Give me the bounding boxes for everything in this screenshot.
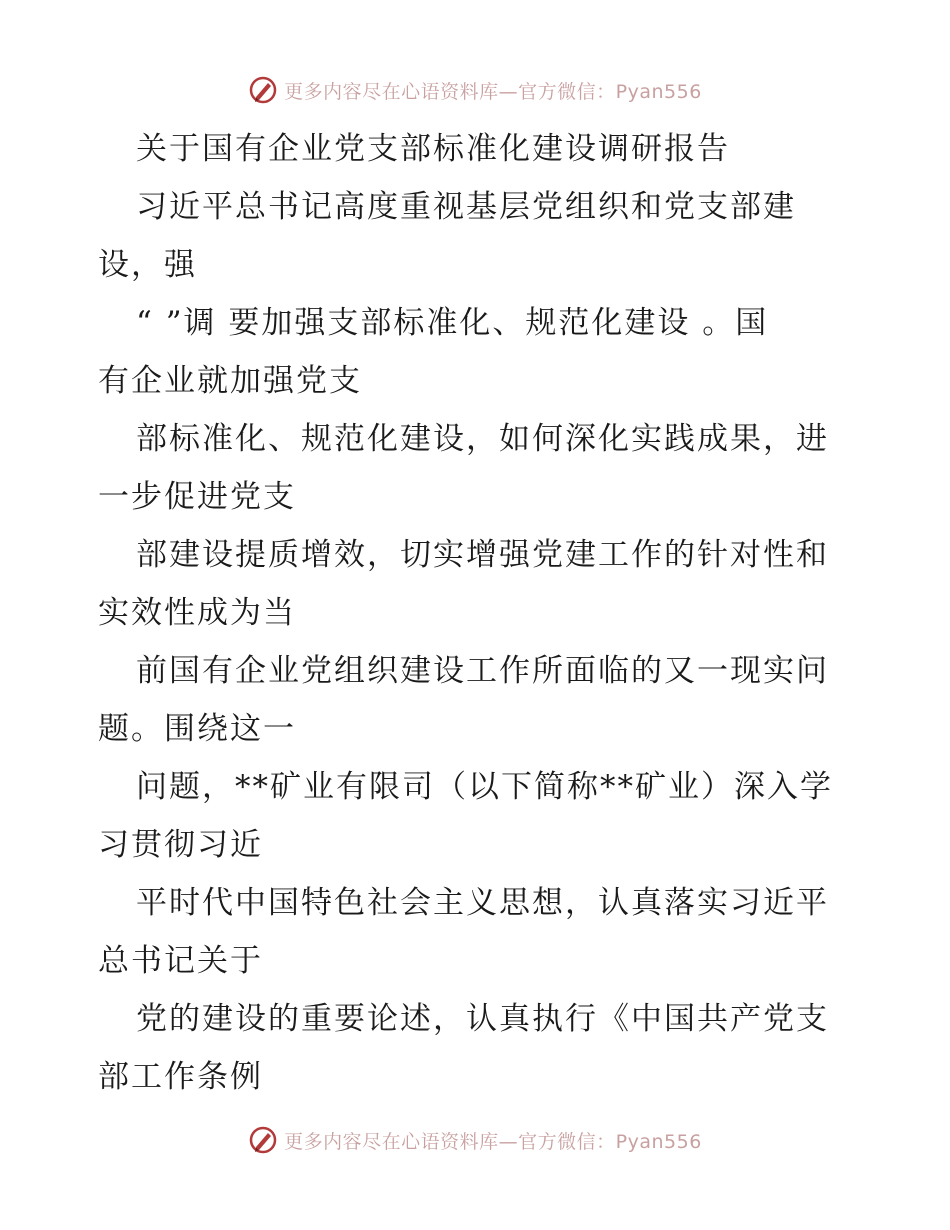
watermark-text: 更多内容尽在心语资料库—官方微信：Pyan556	[284, 80, 702, 103]
text-line: 问题，**矿业有限司（以下简称**矿业）深入学	[136, 769, 833, 805]
header-watermark	[0, 70, 950, 110]
text-line: 前国有企业党组织建设工作所面临的又一现实问	[136, 653, 829, 689]
text-line: 题。围绕这一	[98, 711, 296, 747]
text-line: 平时代中国特色社会主义思想，认真落实习近平	[136, 885, 829, 921]
footer-watermark	[0, 1120, 950, 1160]
text-line: 习近平总书记高度重视基层党组织和党支部建	[136, 189, 796, 225]
document-body	[98, 120, 858, 1106]
text-line: 实效性成为当	[98, 595, 296, 631]
text-line: 部工作条例	[98, 1059, 263, 1095]
watermark-text: 更多内容尽在心语资料库—官方微信：Pyan556	[284, 1130, 702, 1153]
text-line: 总书记关于	[98, 943, 263, 979]
text-line: 部标准化、规范化建设，如何深化实践成果，进	[136, 421, 829, 457]
pen-logo-icon	[248, 75, 278, 105]
document-title: 关于国有企业党支部标准化建设调研报告	[136, 131, 730, 167]
text-line: “ ”调 要加强支部标准化、规范化建设 。国	[136, 305, 769, 341]
text-line: 设，强	[98, 247, 197, 283]
pen-logo-icon	[248, 1125, 278, 1155]
text-line: 习贯彻习近	[98, 827, 263, 863]
text-line: 部建设提质增效，切实增强党建工作的针对性和	[136, 537, 829, 573]
text-line: 党的建设的重要论述，认真执行《中国共产党支	[136, 1001, 829, 1037]
text-line: 有企业就加强党支	[98, 363, 362, 399]
text-line: 一步促进党支	[98, 479, 296, 515]
